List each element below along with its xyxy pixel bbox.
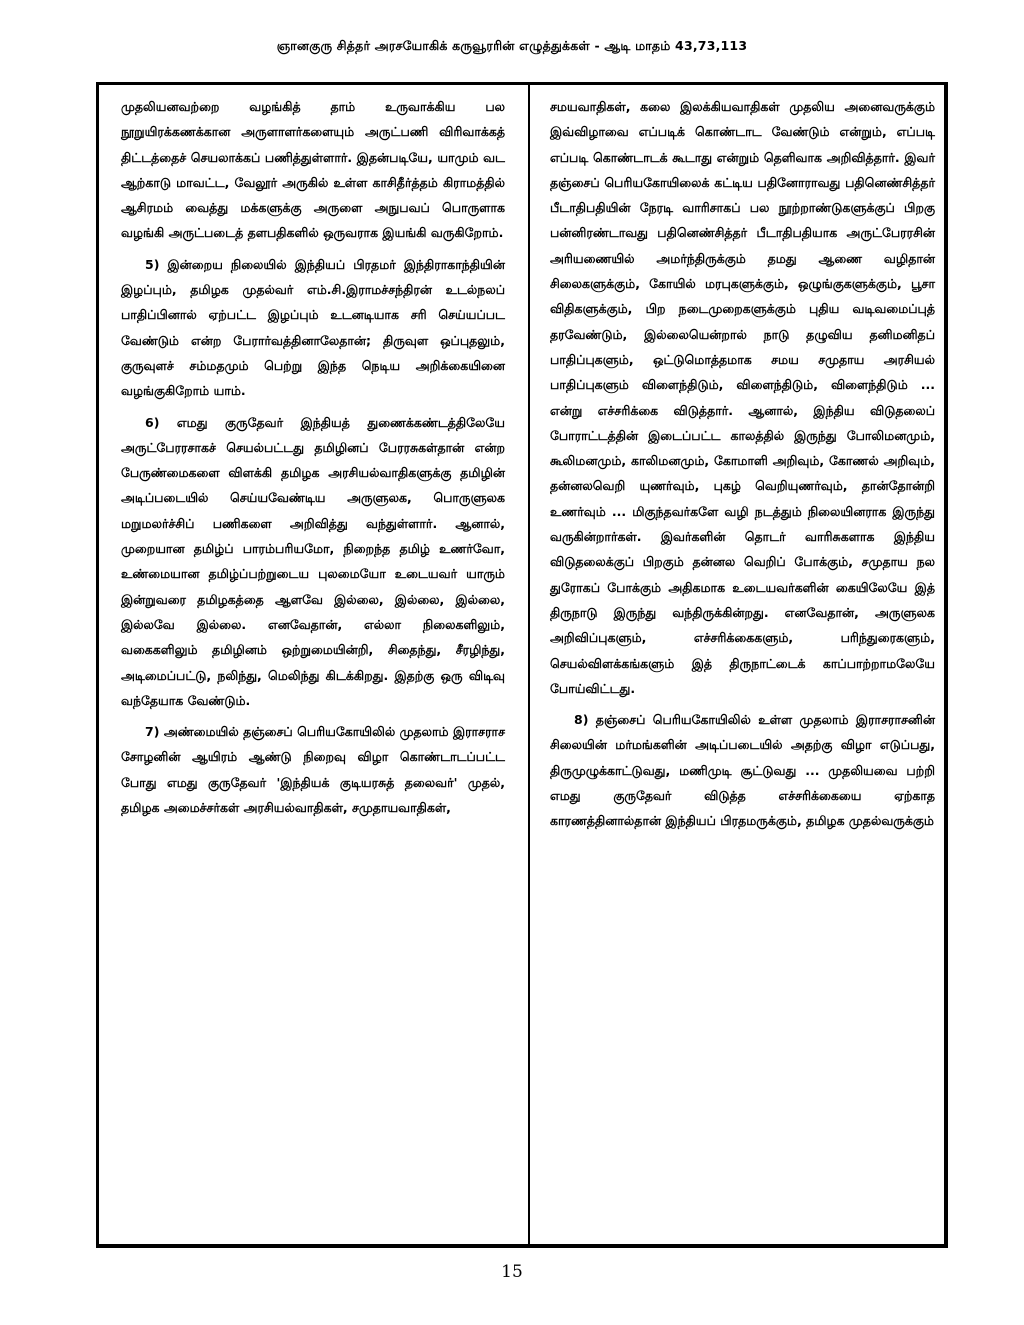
paragraph: சமயவாதிகள், கலை இலக்கியவாதிகள் முதலிய அனைவருக்கும் இவ்விழாவை எப்படிக் கொண்டாட வேண்டும் என்றும், எப்படி எப்படி கொண்டாடக் கூடாது என்றும் தெளிவாக அறிவித்தார். இவர் தஞ்சைப் பெரியகோயிலைக் கட்டிய பதினோராவது பதினெண்சித்தர் பீடாதிபதியின் நேரடி வாரிசாகப் பல நூற்றாண்டுகளுக்குப் பிறகு பன்னிரண்டாவது பதினெண்சித்தர் பீடாதிபதியாக அருட்பேரரசின் அரியணையில் அமர்ந்திருக்கும் தமது ஆணை வழிதான் சிலைகளுக்கும், கோயில் மரபுகளுக்கும், ஒழுங்குகளுக்கும், பூசா விதிகளுக்கும், பிற நடைமுறைகளுக்கும் புதிய வடிவமைப்புத் தரவேண்டும், இல்லையென்றால் நாடு தழுவிய தனிமனிதப் பாதிப்புகளும், ஒட்டுமொத்தமாக சமய சமுதாய அரசியல் பாதிப்புகளும் விளைந்திடும், விளைந்திடும், விளைந்திடும் ... என்று எச்சரிக்கை விடுத்தார். ஆனால், இந்திய விடுதலைப் போராட்டத்தின் இடைப்பட்ட காலத்தில் இருந்து போலிமனமும், கூலிமனமும், காலிமனமும், கோமாளி அறிவும், கோணல் அறிவும், தன்னலவெறி யுணர்வும், புகழ் வெறியுணர்வும், தான்தோன்றி உணர்வும் ... மிகுந்தவர்களே வழி நடத்தும் நிலையினராக இருந்து வருகின்றார்கள். இவர்களின் தொடர் வாரிசுகளாக இந்திய விடுதலைக்குப் பிறகும் தன்னல வெறிப் போக்கும், சமுதாய நல துரோகப் போக்கும் அதிகமாக உடையவர்களின் கையிலேயே இத் திருநாடு இருந்து வந்திருக்கின்றது. எனவேதான், அருளுலக அறிவிப்புகளும், எச்சரிக்கைகளும், பரிந்துரைகளும், செயல்விளக்கங்களும் இத் திருநாட்டைக் காப்பாற்றாமலேயே போய்விட்டது. [550, 99, 935, 696]
right-column [550, 94, 935, 840]
running-head: ஞானகுரு சித்தர் அரசயோகிக் கருவூரரின் எழுத்துக்கள் - ஆடி மாதம் 43,73,113 [276, 38, 748, 53]
paragraph: முதலியனவற்றை வழங்கித் தாம் உருவாக்கிய பல நூறுயிரக்கணக்கான அருளாளர்களையும் அருட்பணி விரிவாக்கத் திட்டத்தைச் செயலாக்கப் பணித்துள்ளார். இதன்படியே, யாமும் வட ஆற்காடு மாவட்ட, வேலூர் அருகில் உள்ள காசிதீர்த்தம் கிராமத்தில் ஆசிரமம் வைத்து மக்களுக்கு அருளை அநுபவப் பொருளாக வழங்கி அருட்படைத் தளபதிகளில் ஒருவராக இயங்கி வருகிறோம். [121, 99, 505, 241]
left-column [121, 94, 505, 826]
paragraph-5: 5) இன்றைய நிலையில் இந்தியப் பிரதமர் இந்திராகாந்தியின் இழப்பும், தமிழக முதல்வர் எம்.சி.இராமச்சந்திரன் உடல்நலப் பாதிப்பினால் ஏற்பட்ட இழப்பும் உடனடியாக சரி செய்யப்பட வேண்டும் என்ற பேரார்வத்தினாலேதான்; திருவுள ஒப்புதலும், குருவுளச் சம்மதமும் பெற்று இந்த நெடிய அறிக்கையினை வழங்குகிறோம் யாம். [121, 256, 505, 399]
column-divider [528, 85, 530, 1244]
paragraph-6: 6) எமது குருதேவர் இந்தியத் துணைக்கண்டத்திலேயே அருட்பேரரசாகச் செயல்பட்டது தமிழினப் பேரரசுகள்தான் என்ற பேருண்மைகளை விளக்கி தமிழக அரசியல்வாதிகளுக்கு தமிழின் அடிப்படையில் செய்யவேண்டிய அருளுலக, பொருளுலக மறுமலர்ச்சிப் பணிகளை அறிவித்து வந்துள்ளார். ஆனால், முறையான தமிழ்ப் பாரம்பரியமோ, நிறைந்த தமிழ் உணர்வோ, உண்மையான தமிழ்ப்பற்றுடைய புலமையோ உடையவர் யாரும் இன்றுவரை தமிழகத்தை ஆளவே இல்லை, இல்லை, இல்லை, இல்லவே இல்லை. எனவேதான், எல்லா நிலைகளிலும், வகைகளிலும் தமிழினம் ஒற்றுமையின்றி, சிதைந்து, சீரழிந்து, அடிமைப்பட்டு, நலிந்து, மெலிந்து கிடக்கிறது. இதற்கு ஒரு விடிவு வந்தேயாக வேண்டும். [121, 414, 505, 708]
paragraph-7: 7) அண்மையில் தஞ்சைப் பெரியகோயிலில் முதலாம் இராசராச சோழனின் ஆயிரம் ஆண்டு நிறைவு விழா கொண்டாடப்பட்ட போது எமது குருதேவர் 'இந்தியக் குடியரசுத் தலைவர்' முதல், தமிழக அமைச்சர்கள் அரசியல்வாதிகள், சமுதாயவாதிகள், [121, 724, 505, 816]
page-frame [96, 82, 948, 1248]
paragraph-8: 8) தஞ்சைப் பெரியகோயிலில் உள்ள முதலாம் இராசராசனின் சிலையின் மர்மங்களின் அடிப்படையில் அதற்கு விழா எடுப்பது, திருமுழுக்காட்டுவது, மணிமுடி சூட்டுவது ... முதலியவை பற்றி எமது குருதேவர் விடுத்த எச்சரிக்கையை ஏற்காத காரணத்தினால்தான் இந்தியப் பிரதமருக்கும், தமிழக முதல்வருக்கும் [550, 712, 935, 829]
page-number: 15 [501, 1262, 523, 1282]
